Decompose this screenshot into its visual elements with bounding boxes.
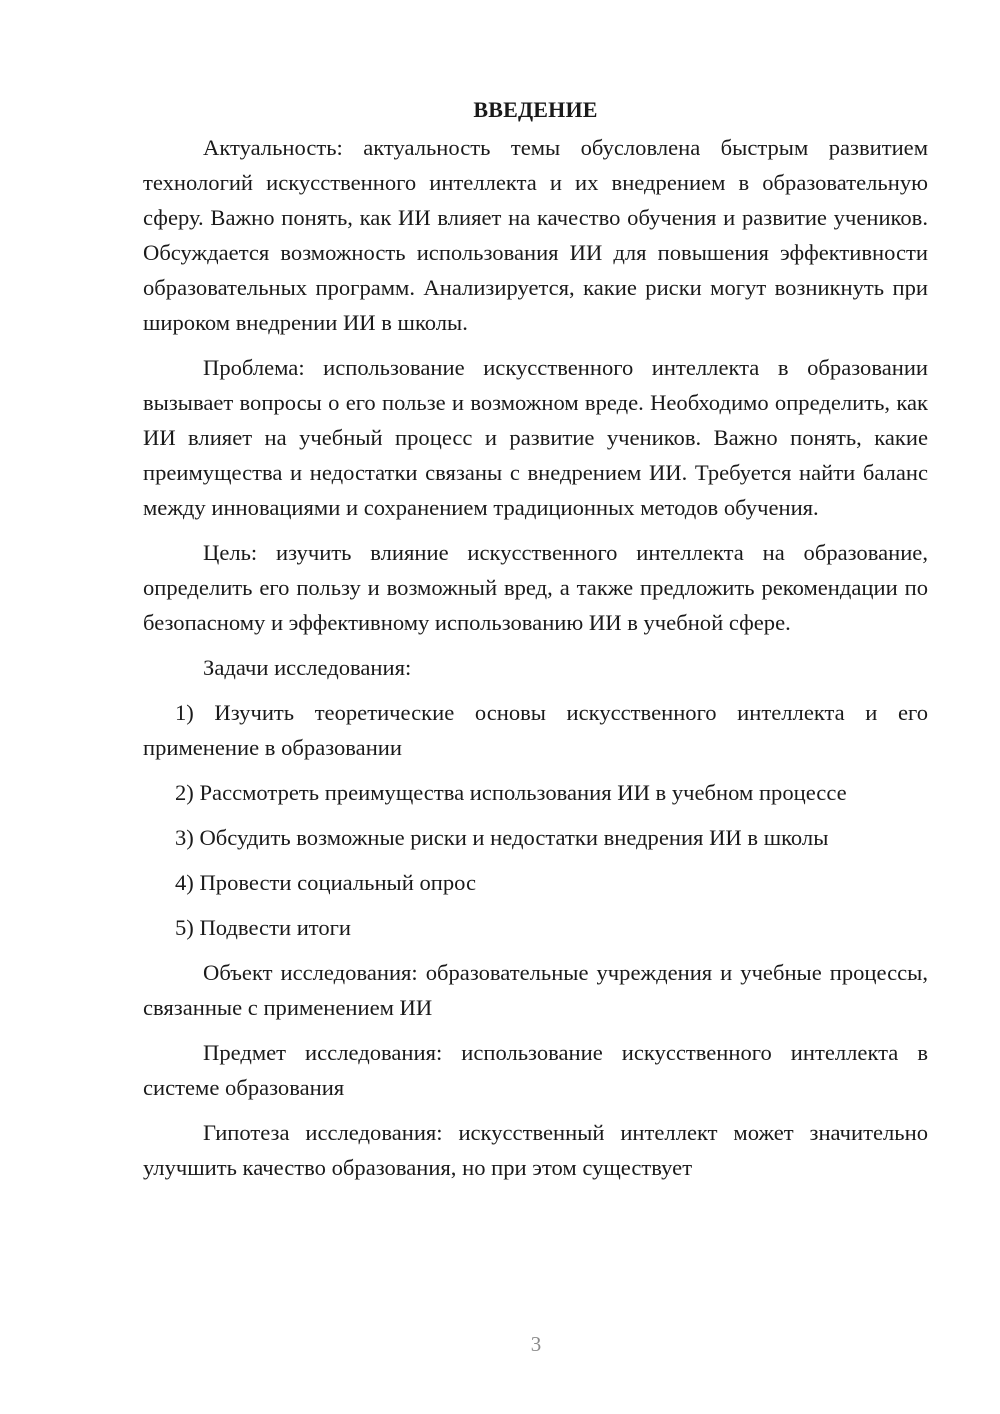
page-title: ВВЕДЕНИЕ xyxy=(473,97,598,122)
document-page xyxy=(143,92,928,1195)
object-paragraph: Объект исследования: образовательные учреждения и учебные процессы, связанные с применением ИИ xyxy=(143,960,928,1020)
task-item-3: 3) Обсудить возможные риски и недостатки внедрения ИИ в школы xyxy=(175,825,829,850)
page-number: 3 xyxy=(530,1332,542,1356)
goal-paragraph: Цель: изучить влияние искусственного интеллекта на образование, определить его пользу и возможный вред, а также предложить рекомендации по безопасному и эффективному использованию ИИ в учебной сфере. xyxy=(143,540,928,635)
task-item-2: 2) Рассмотреть преимущества использования ИИ в учебном процессе xyxy=(175,780,847,805)
hypothesis-paragraph: Гипотеза исследования: искусственный интеллект может значительно улучшить качество образования, но при этом существует xyxy=(143,1120,928,1180)
problem-paragraph: Проблема: использование искусственного интеллекта в образовании вызывает вопросы о его пользе и возможном вреде. Необходимо определить, как ИИ влияет на учебный процесс и развитие учеников. Важно понять, какие преимущества и недостатки связаны с внедрением ИИ. Требуется найти баланс между инновациями и сохранением традиционных методов обучения. xyxy=(143,355,928,520)
relevance-paragraph: Актуальность: актуальность темы обусловлена быстрым развитием технологий искусственного интеллекта и их внедрением в образовательную сферу. Важно понять, как ИИ влияет на качество обучения и развитие учеников. Обсуждается возможность использования ИИ для повышения эффективности образовательных программ. Анализируется, какие риски могут возникнуть при широком внедрении ИИ в школы. xyxy=(143,135,928,335)
task-item-1: 1) Изучить теоретические основы искусственного интеллекта и его применение в образовании xyxy=(143,700,928,760)
task-item-4: 4) Провести социальный опрос xyxy=(175,870,477,895)
subject-paragraph: Предмет исследования: использование искусственного интеллекта в системе образования xyxy=(143,1040,928,1100)
tasks-heading: Задачи исследования: xyxy=(203,655,412,680)
task-item-5: 5) Подвести итоги xyxy=(175,915,352,940)
